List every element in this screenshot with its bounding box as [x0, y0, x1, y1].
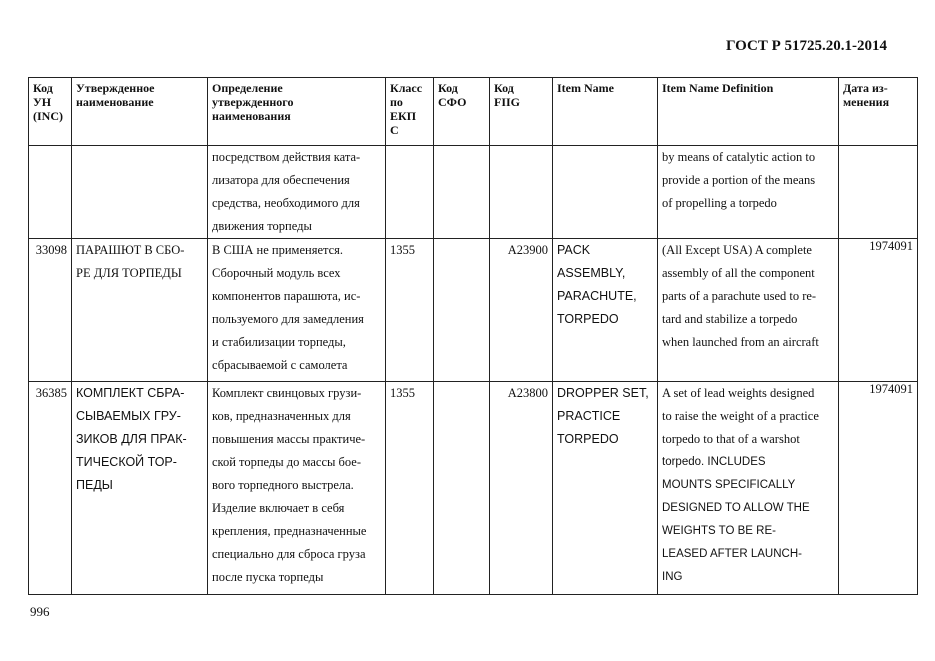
cell-sfo — [434, 146, 490, 239]
document-header: ГОСТ Р 51725.20.1-2014 — [725, 38, 887, 54]
cell-sfo — [434, 239, 490, 382]
header-definition-en: Item Name Definition — [658, 78, 839, 146]
header-item-name: Item Name — [553, 78, 658, 146]
cell-class: 1355 — [386, 239, 434, 382]
cell-definition-en: by means of catalytic action to provide a portion of the means of propelling a torpedo — [658, 146, 839, 239]
header-fiig: Код FIIG — [490, 78, 553, 146]
cell-class: 1355 — [386, 382, 434, 595]
cell-inc: 36385 — [29, 382, 72, 595]
cell-definition-ru: посредством действия ката- лизатора для обеспечения средства, необходимого для движения торпеды — [208, 146, 386, 239]
header-name-ru: Утвержденное наименование — [72, 78, 208, 146]
catalog-table — [28, 77, 918, 595]
cell-item-name: DROPPER SET, PRACTICE TORPEDO — [553, 382, 658, 595]
cell-inc — [29, 146, 72, 239]
table-row — [29, 382, 918, 595]
cell-name-ru — [72, 146, 208, 239]
table-row — [29, 239, 918, 382]
cell-definition-ru: В США не применяется. Сборочный модуль всех компонентов парашюта, ис- пользуемого для замедления и стабилизации торпеды, сбрасываемой с самолета — [208, 239, 386, 382]
cell-item-name — [553, 146, 658, 239]
cell-date: 1974091 — [839, 239, 918, 382]
cell-definition-en: (All Except USA) A complete assembly of all the component parts of a parachute used to re- tard and stabilize a torpedo when launched from an aircraft — [658, 239, 839, 382]
cell-definition-en: A set of lead weights designed to raise the weight of a practice torpedo to that of a warshot torpedo. INCLUDES MOUNTS SPECIFICALLY DESIGNED TO ALLOW THE WEIGHTS TO BE RE- LEASED AFTER LAUNCH- ING — [658, 382, 839, 595]
cell-inc: 33098 — [29, 239, 72, 382]
cell-date: 1974091 — [839, 382, 918, 595]
cell-definition-ru: Комплект свинцовых грузи- ков, предназначенных для повышения массы практиче- ской торпеды до массы бое- вого торпедного выстрела. Изделие включает в себя крепления, предназначенные специально для сброса груза после пуска торпеды — [208, 382, 386, 595]
cell-class — [386, 146, 434, 239]
header-inc: Код УН (INC) — [29, 78, 72, 146]
table-row — [29, 146, 918, 239]
page-number: 996 — [30, 604, 50, 619]
header-definition-ru: Определение утвержденного наименования — [208, 78, 386, 146]
cell-fiig: A23800 — [490, 382, 553, 595]
cell-name-ru: КОМПЛЕКТ СБРА- СЫВАЕМЫХ ГРУ- ЗИКОВ ДЛЯ ПРАК- ТИЧЕСКОЙ ТОР- ПЕДЫ — [72, 382, 208, 595]
cell-fiig — [490, 146, 553, 239]
header-sfo: Код СФО — [434, 78, 490, 146]
table-header-row — [29, 78, 918, 146]
cell-sfo — [434, 382, 490, 595]
cell-item-name: PACK ASSEMBLY, PARACHUTE, TORPEDO — [553, 239, 658, 382]
cell-date — [839, 146, 918, 239]
cell-fiig: A23900 — [490, 239, 553, 382]
cell-name-ru: ПАРАШЮТ В СБО- РЕ ДЛЯ ТОРПЕДЫ — [72, 239, 208, 382]
header-class: Класс по ЕКП С — [386, 78, 434, 146]
header-date: Дата из- менения — [839, 78, 918, 146]
